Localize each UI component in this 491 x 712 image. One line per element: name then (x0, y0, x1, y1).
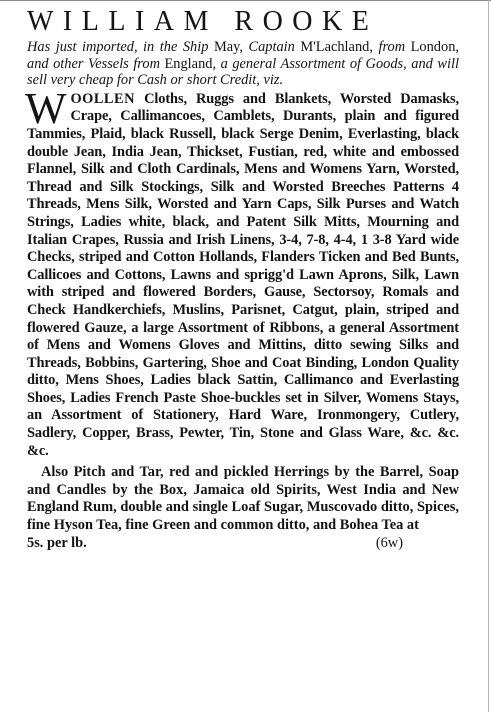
ship-name: May, (213, 39, 243, 55)
closing-text: Also Pitch and Tar, red and pickled Herrings by the Barrel, Soap and Candles by the Box, Jamaica old Spirits, West India and New England Rum, double and single Loaf Sugar, Muscovado ditto, Spices, fine Hyson Tea, fine Green and common ditto, and Bohea Tea at (27, 464, 459, 534)
price: 5s. per lb. (27, 534, 87, 551)
from-word: from (378, 39, 406, 55)
captain-label: Captain (248, 39, 295, 55)
top-rule (0, 0, 491, 1)
advertisement (27, 6, 459, 552)
destination-country: England, (164, 55, 217, 72)
insertion-code: (6w) (375, 534, 403, 551)
other-vessels: and other Vessels from (27, 55, 160, 72)
merchant-name: WILLIAM ROOKE (27, 6, 379, 37)
origin-port: London, (410, 39, 459, 55)
captain-name: M'Lachland, (300, 39, 373, 55)
closing-paragraph (27, 464, 459, 534)
drop-cap: W (25, 83, 67, 133)
intro-rest: a general Assortment of Goods, and will sell very cheap for Cash or short Credit, viz. (27, 55, 459, 89)
goods-list (25, 83, 459, 460)
intro-imported: Has just imported, in the Ship (27, 39, 209, 55)
right-column-rule (488, 0, 489, 712)
goods-first-word: OOLLEN (70, 90, 136, 107)
intro-paragraph (27, 39, 459, 89)
price-line (27, 535, 459, 553)
goods-text: Cloths, Ruggs and Blankets, Worsted Damasks, Crape, Callimancoes, Camblets, Durants, plain and figured Tammies, Plaid, black Russell, black Serge Denim, Everlasting, black double Jean, India Jean, Thickset, Fustian, red, white and embossed Flannel, Silk and Cloth Cardinals, Mens and Womens Yarn, Worsted, Thread and Silk Stockings, Silk and Worsted Breeches Patterns 4 Threads, Mens Silk, Worsted and Yarn Caps, Silk Purses and Watch Strings, Ladies white, black, and Patent Silk Mitts, Mourning and Italian Crapes, Russia and Irish Linens, 3-4, 7-8, 4-4, 1 3-8 Yard wide Checks, striped and Cotton Hollands, Flanders Ticken and Bed Bunts, Callicoes and Cottons, Lawns and sprigg'd Lawn Aprons, Silk, Lawn with striped and flowered Borders, Gause, Sectorsoy, Romals and Check Handkerchiefs, Muslins, Parisnet, Catgut, plain, striped and flowered Gauze, a large Assortment of Ribbons, a general Assortment of Mens and Womens Gloves and Mittins, ditto sewing Silks and Threads, Bobbins, Gartering, Shoe and Coat Binding, London Quality ditto, Mens Shoes, Ladies black Sattin, Callimanco and Everlasting Shoes, Ladies French Paste Shoe-buckles set in Silver, Womens Stays, an Assortment of Stationery, Hard Ware, Ironmongery, Cutlery, Sadlery, Copper, Brass, Pewter, Tin, Stone and Glass Ware, &c. &c. &c. (27, 90, 459, 459)
